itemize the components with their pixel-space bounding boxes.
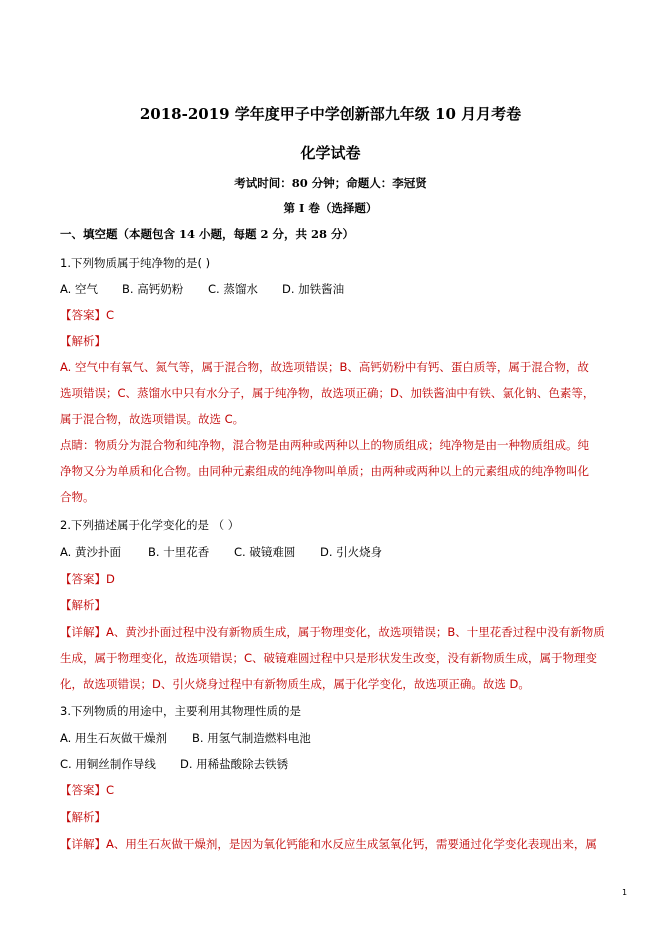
answer-label: 【答案】: [60, 572, 106, 586]
answer-value: C: [106, 308, 115, 322]
q1-stem: 1.下列物质属于纯净物的是( ): [60, 256, 211, 270]
q1-option-b: B. 高钙奶粉: [122, 282, 184, 296]
q1-analysis-line: 选项错误；C、蒸馏水中只有水分子，属于纯净物，故选项正确；D、加铁酱油中有铁、氯化钠、色素等，: [60, 386, 595, 400]
answer-label: 【答案】: [60, 308, 106, 322]
q2-stem: 2.下列描述属于化学变化的是 （ ）: [60, 518, 240, 532]
q2-option-b: B. 十里花香: [148, 545, 210, 559]
page-number: 1: [622, 888, 628, 897]
q1-note-line: 合物。: [60, 490, 95, 504]
q1-analysis-line: A. 空气中有氧气、氮气等，属于混合物，故选项错误；B、高钙奶粉中有钙、蛋白质等，属于混合物，故: [60, 360, 589, 374]
q3-option-a: A. 用生石灰做干燥剂: [60, 731, 167, 745]
q3-detail-line: 【详解】A、用生石灰做干燥剂，是因为氧化钙能和水反应生成氢氧化钙，需要通过化学变化表现出来，属: [60, 837, 597, 851]
q3-options-row2: [60, 757, 605, 771]
exam-info: 考试时间：80 分钟；命题人：李冠贤: [234, 176, 427, 190]
q1-note-line: 点睛：物质分为混合物和纯净物，混合物是由两种或两种以上的物质组成；纯净物是由一种物质组成。纯: [60, 438, 589, 452]
exam-title: 2018-2019 学年度甲子中学创新部九年级 10 月月考卷: [139, 105, 522, 123]
volume-title: 第 I 卷（选择题）: [283, 201, 378, 215]
q1-analysis-line: 属于混合物，故选项错误。故选 C。: [60, 412, 245, 426]
q2-detail-line: 【详解】A、黄沙扑面过程中没有新物质生成，属于物理变化，故选项错误；B、十里花香过程中没有新物质: [60, 625, 605, 639]
q1-answer: [60, 308, 605, 322]
q1-option-c: C. 蒸馏水: [208, 282, 258, 296]
section-heading: 一、填空题（本题包含 14 小题，每题 2 分，共 28 分）: [60, 227, 355, 241]
q3-analysis-label: 【解析】: [60, 810, 106, 824]
subject-title: 化学试卷: [300, 144, 361, 162]
answer-value: D: [106, 572, 115, 586]
q2-detail-line: 化，故选项错误；D、引火烧身过程中有新物质生成，属于化学变化，故选项正确。故选 D。: [60, 677, 530, 691]
q3-stem: 3.下列物质的用途中，主要利用其物理性质的是: [60, 704, 301, 718]
answer-label: 【答案】: [60, 783, 106, 797]
q2-answer: [60, 572, 605, 586]
q2-analysis-label: 【解析】: [60, 598, 106, 612]
q3-answer: [60, 783, 605, 797]
q2-detail-line: 生成，属于物理变化，故选项错误；C、破镜难圆过程中只是形状发生改变，没有新物质生成，属于物理变: [60, 651, 598, 665]
q1-option-a: A. 空气: [60, 282, 98, 296]
q2-options: [60, 545, 605, 559]
q3-option-b: B. 用氢气制造燃料电池: [192, 731, 311, 745]
q3-option-c: C. 用铜丝制作导线: [60, 757, 156, 771]
q1-analysis-label: 【解析】: [60, 334, 106, 348]
q3-option-d: D. 用稀盐酸除去铁锈: [180, 757, 289, 771]
q1-note-line: 净物又分为单质和化合物。由同种元素组成的纯净物叫单质；由两种或两种以上的元素组成的纯净物叫化: [60, 464, 589, 478]
q2-option-d: D. 引火烧身: [320, 545, 383, 559]
q1-option-d: D. 加铁酱油: [282, 282, 345, 296]
q2-option-a: A. 黄沙扑面: [60, 545, 121, 559]
q3-options-row1: [60, 731, 605, 745]
answer-value: C: [106, 783, 115, 797]
q1-options: [60, 282, 605, 296]
q2-option-c: C. 破镜难圆: [234, 545, 296, 559]
